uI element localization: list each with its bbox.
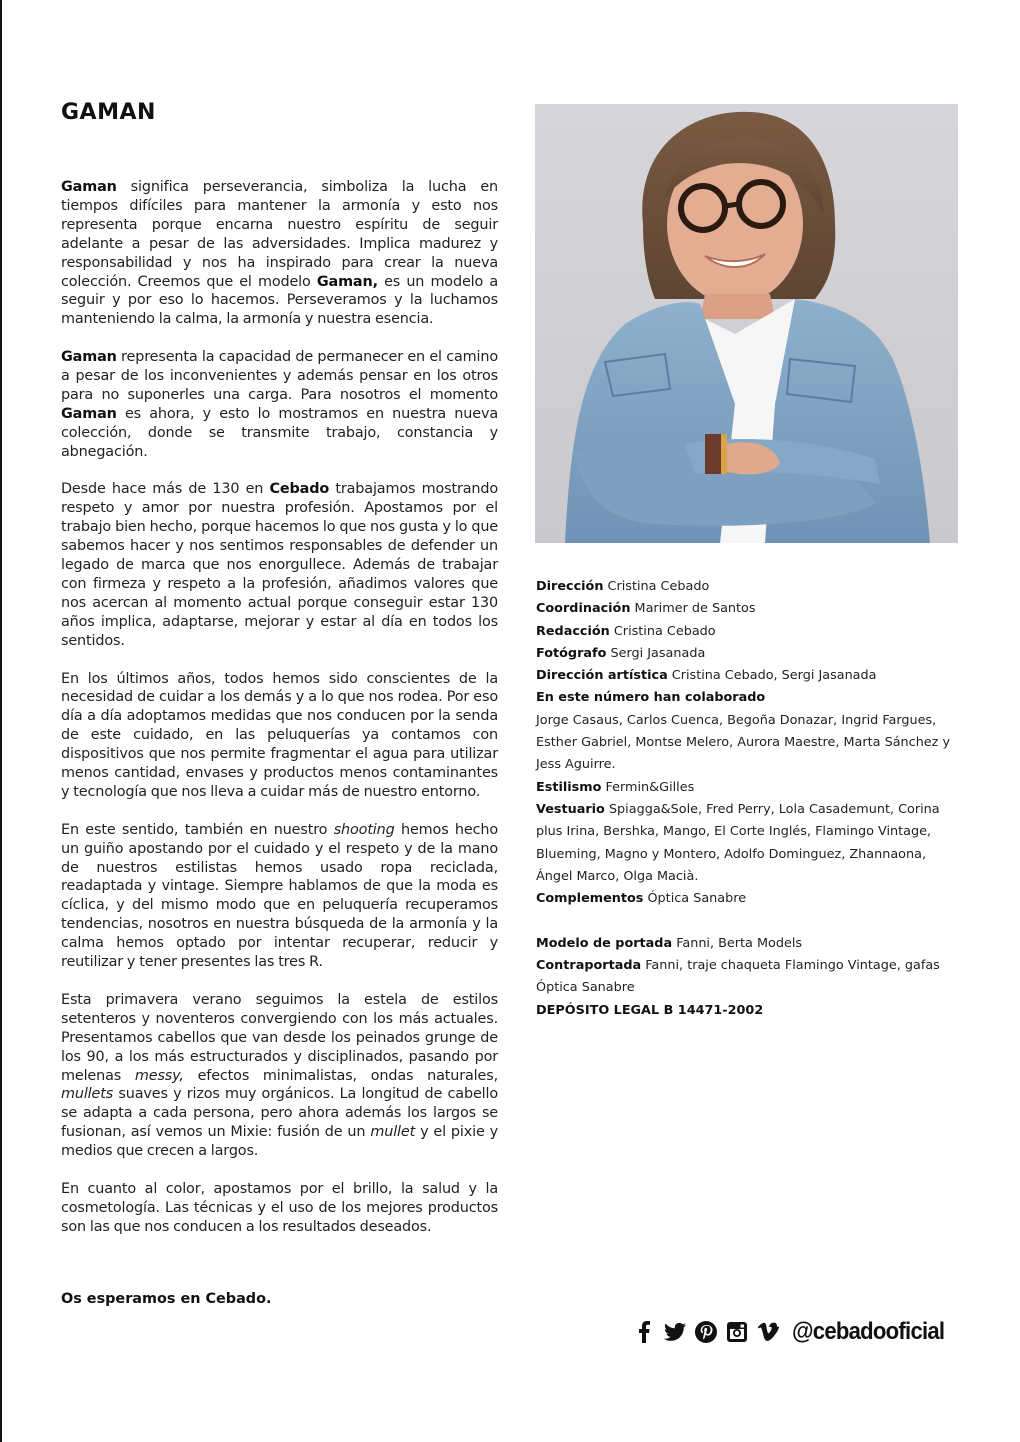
credit-value: Cristina Cebado [607,579,710,594]
credit-row [536,665,966,687]
bold-text: Gaman, [316,273,378,290]
text-run: significa perseverancia, simboliza la lucha en tiempos difíciles para mantener la armonía y esto nos representa porque encarna nuestro espíritu de seguir adelante a pesar de las adversidades. Implica madurez y responsabilidad y nos ha inspirado para crear la nueva colección. Creemos que el modelo [61,179,498,290]
credit-value: Jorge Casaus, Carlos Cuenca, Begoña Donazar, Ingrid Fargues, Esther Gabriel, Montse Melero, Aurora Maestre, Marta Sánchez y Jess Aguirre. [536,712,951,773]
vimeo-icon[interactable] [757,1320,779,1344]
credit-label: Fotógrafo [536,645,607,661]
credit-value: Cristina Cebado [613,623,716,639]
credit-label: Coordinación [536,601,631,617]
article-signoff: Os esperamos en Cebado. [61,1291,272,1307]
credit-row [536,643,966,665]
credit-label: Modelo de portada [536,935,673,951]
pinterest-icon[interactable] [695,1320,717,1344]
credit-row [536,576,966,598]
social-links [633,1318,958,1346]
credit-row [536,1000,966,1022]
article-paragraph [61,821,498,972]
article-paragraph [61,670,498,802]
credit-label: DEPÓSITO LEGAL B 14471-2002 [536,1002,764,1018]
credit-label: Dirección [536,579,604,594]
text-run: efectos minimalistas, ondas naturales, [183,1067,498,1084]
article-paragraph [61,178,498,329]
text-run: hemos hecho un guiño apostando por el cuidado y el respeto y de la mano de nuestros estilistas hemos usado ropa reciclada, readaptada y vintage. Siempre hablamos de que la moda es cíclica, y del mismo modo que en peluquería recuperamos tendencias, nosotros en nuestra búsqueda de la armonía y la calma hemos optado por intentar recuperar, reducir y reutilizar y tener presentes las tres R. [61,821,498,971]
article-title: GAMAN [61,100,156,125]
bold-text: Gaman [61,349,117,366]
credit-label: En este número han colaborado [536,690,766,706]
social-handle[interactable]: @cebadooficial [792,1318,945,1345]
text-run: suaves y rizos muy orgánicos. La longitud de cabello se adapta a cada persona, pero ahora además los largos se fusionan, así vemos un Mixie: fusión de un [61,1086,498,1141]
text-run: En este sentido, también en nuestro [61,821,334,838]
bold-text: Gaman [61,179,117,195]
text-run: En cuanto al color, apostamos por el brillo, la salud y la cosmetología. Las técnicas y el uso de los mejores productos son las que nos conducen a los resultados deseados. [61,1180,498,1235]
text-run: representa la capacidad de permanecer en el camino a pesar de los inconvenientes y además pensar en los otros para no suponerles una carga. Para nosotros el momento [61,349,498,403]
credit-value: Sergi Jasanada [610,645,706,661]
credit-label: Dirección artística [536,668,668,684]
credit-row [536,710,966,777]
credit-value: Óptica Sanabre [647,891,747,907]
credit-value: Cristina Cebado, Sergi Jasanada [671,668,877,684]
credit-label: Contraportada [536,958,642,974]
bold-text: Gaman [61,405,117,422]
credits-block [536,576,966,1022]
text-run: Desde hace más de 130 en [61,481,270,498]
italic-text: mullet [370,1124,416,1141]
credit-row [536,687,966,709]
instagram-icon[interactable] [726,1320,748,1344]
credit-row [536,799,966,888]
text-run: y el pixie y medios que crecen a largos. [61,1124,499,1160]
portrait-illustration [535,104,958,543]
credit-value: Marimer de Santos [634,601,756,617]
facebook-icon[interactable] [633,1320,655,1344]
credits-spacer [536,910,966,932]
credit-label: Redacción [536,623,610,639]
text-run: Esta primavera verano seguimos la estela de estilos setenteros y noventeros convergiendo con los más actuales. Presentamos cabellos que van desde los peinados grunge de los 90, a los más estructurados y disciplinados, pasando por melenas [61,991,498,1084]
credit-row [536,888,966,910]
article-paragraph [61,348,498,461]
text-run: trabajamos mostrando respeto y amor por nuestra profesión. Apostamos por el trabajo bien hecho, porque hacemos lo que nos gusta y lo que sabemos hacer y nos sentimos responsables de defender un legado de marca que nos enorgullece. Además de trabajar con firmeza y respeto a la profesión, añadimos valores que nos acercan al momento actual porque conseguir estar 130 años implica, adaptarse, mejorar y estar al día en todos los sentidos. [61,481,498,649]
credit-label: Estilismo [536,779,602,795]
credit-row [536,955,966,1000]
article-paragraph [61,480,498,650]
twitter-icon[interactable] [664,1320,686,1344]
credit-value: Fanni, Berta Models [676,935,803,951]
italic-text: mullets [61,1086,114,1103]
credit-label: Vestuario [536,801,605,817]
credit-row [536,777,966,799]
page-edge-border [0,0,2,1442]
credit-value: Fermin&Gilles [605,779,695,795]
italic-text: messy, [134,1067,184,1084]
text-run: es ahora, y esto lo mostramos en nuestra nueva colección, donde se transmite trabajo, constancia y abnegación. [61,405,498,460]
credit-row [536,598,966,620]
credit-row [536,621,966,643]
text-run: es un modelo a seguir y por eso lo hacemos. Perseveramos y la luchamos manteniendo la calma, la armonía y nuestra esencia. [61,273,499,328]
bold-text: Cebado [269,481,330,498]
credit-row [536,933,966,955]
italic-text: shooting [333,821,395,838]
credit-label: Complementos [536,891,644,907]
portrait-photo [535,104,958,543]
article-column [61,98,499,1307]
text-run: En los últimos años, todos hemos sido conscientes de la necesidad de cuidar a los demás y a lo que nos rodea. Por eso día a día adoptamos medidas que nos conducen por la senda de este cuidado, en las peluquerías ya contamos con dispositivos que nos permite fragmentar el agua para utilizar menos cantidad, envases y productos menos contaminantes y tecnología que nos lleva a cuidar más de nuestro entorno. [61,670,498,800]
credit-value: Spiagga&Sole, Fred Perry, Lola Casademunt, Corina plus Irina, Bershka, Mango, El Corte Inglés, Flamingo Vintage, Blueming, Magno y Montero, Adolfo Dominguez, Zhannaona, Ángel Marco, Olga Macià. [536,801,940,884]
credit-value: Fanni, traje chaqueta Flamingo Vintage, gafas Óptica Sanabre [536,958,940,996]
article-paragraph [61,991,498,1161]
article-body [61,178,498,1256]
article-paragraph [61,1180,498,1237]
